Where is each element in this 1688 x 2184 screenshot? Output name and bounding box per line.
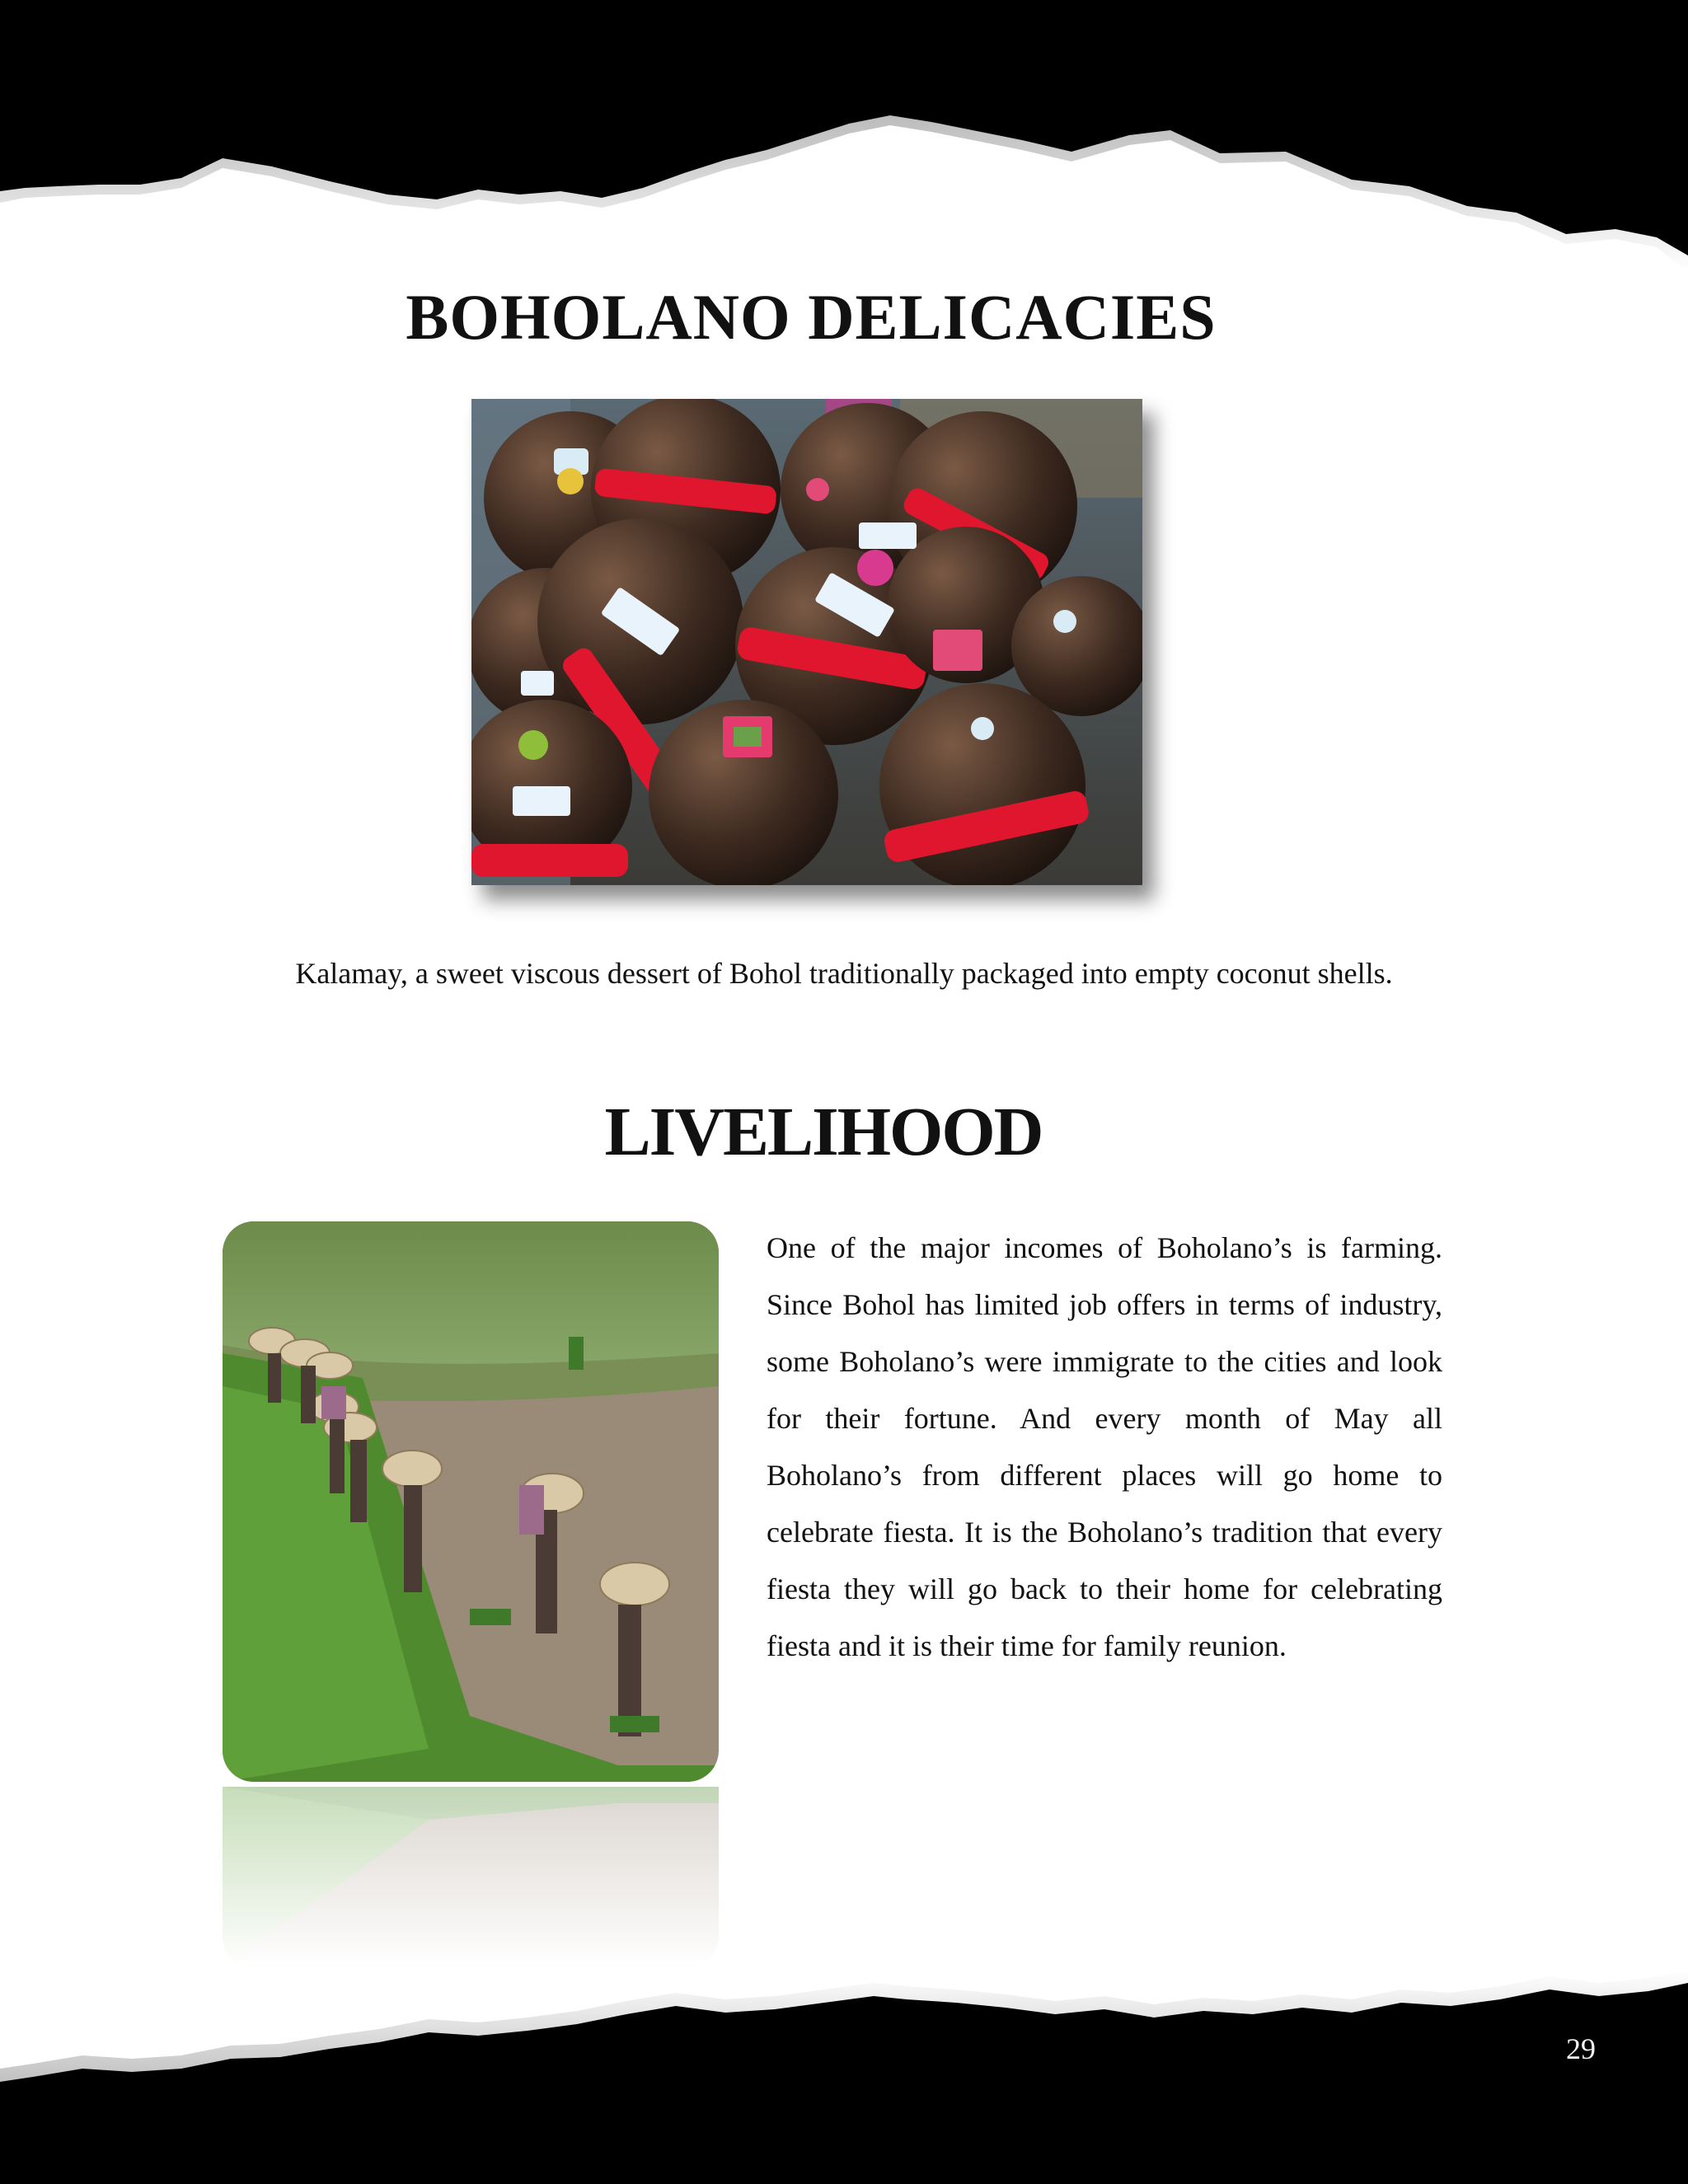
page-number: 29 (1566, 2032, 1596, 2065)
section-title-livelihood: LIVELIHOOD (604, 1094, 1043, 1170)
kalamay-photo (471, 399, 1142, 885)
rice-farmers-photo-reflection (223, 1787, 719, 1968)
torn-paper-top-border (0, 0, 1688, 272)
kalamay-caption: Kalamay, a sweet viscous dessert of Bohol traditionally packaged into empty coconut shells. (295, 957, 1393, 990)
rice-farmers-photo (223, 1221, 719, 1782)
livelihood-paragraph: One of the major incomes of Boholano’s is farming. Since Bohol has limited job offers in terms of industry, some Boholano’s were immigrate to the cities and look for their fortune. And every month of May all Boholano’s from different places will go home to celebrate fiesta. It is the Boholano’s tradition that every fiesta they will go back to their home for celebrating fiesta and it is their time for family reunion. (767, 1231, 1442, 1662)
section-title-delicacies: BOHOLANO DELICACIES (406, 281, 1217, 353)
torn-paper-bottom-border (0, 1953, 1688, 2184)
